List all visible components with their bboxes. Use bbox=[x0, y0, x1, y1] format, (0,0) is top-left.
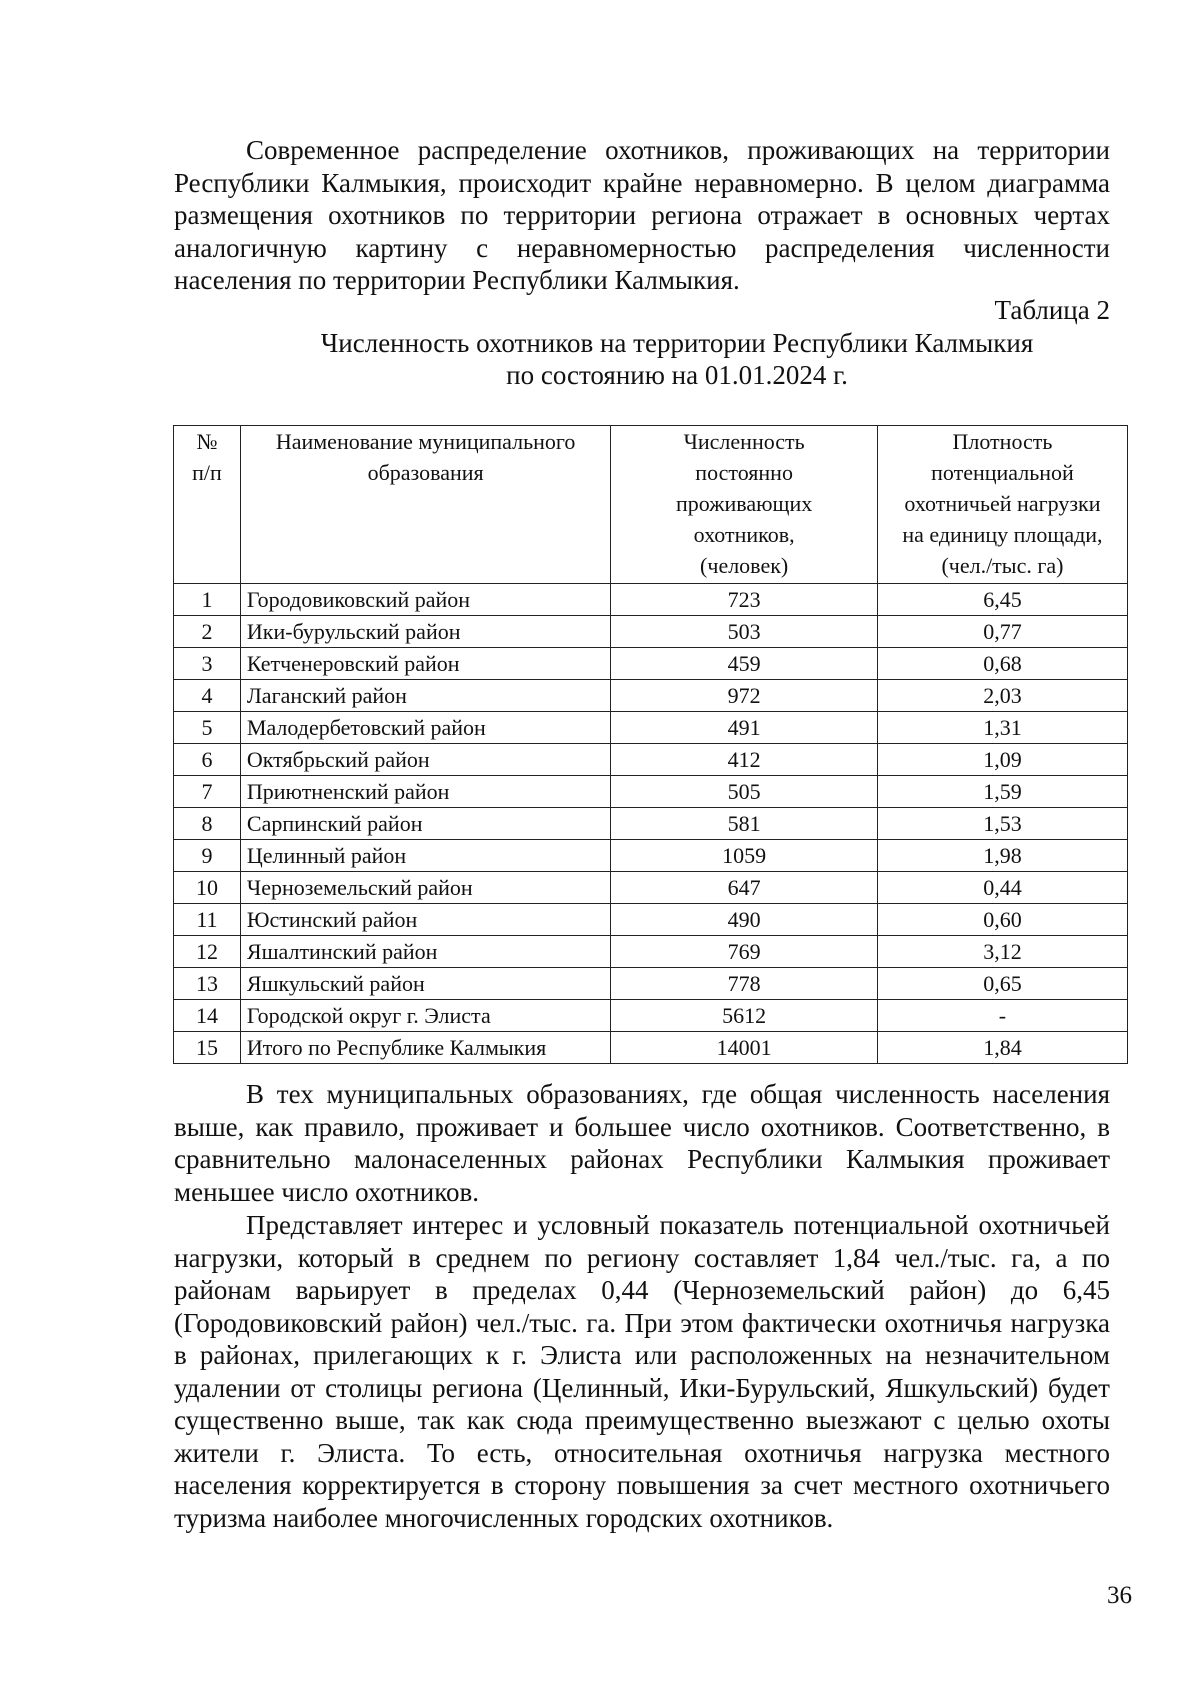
header-num: № п/п bbox=[174, 426, 241, 584]
table-row bbox=[174, 1032, 1128, 1064]
cell-num: 6 bbox=[174, 744, 241, 776]
table-row bbox=[174, 840, 1128, 872]
cell-density: 1,98 bbox=[877, 840, 1127, 872]
cell-count: 459 bbox=[611, 648, 878, 680]
cell-name: Малодербетовский район bbox=[240, 712, 610, 744]
table-row bbox=[174, 936, 1128, 968]
table-title-line-1: Численность охотников на территории Республики Калмыкия bbox=[320, 328, 1034, 358]
cell-count: 5612 bbox=[611, 1000, 878, 1032]
cell-num: 2 bbox=[174, 616, 241, 648]
table-row bbox=[174, 712, 1128, 744]
cell-density: 0,60 bbox=[877, 904, 1127, 936]
cell-count: 778 bbox=[611, 968, 878, 1000]
paragraph-after-table-1: В тех муниципальных образованиях, где общая численность населения выше, как правило, проживает и большее число охотников. Соответственно, в сравнительно малонаселенных районах Республики Калмыкия проживает меньшее число охотников. bbox=[174, 1079, 1110, 1207]
cell-density: 0,77 bbox=[877, 616, 1127, 648]
cell-num: 11 bbox=[174, 904, 241, 936]
table-row bbox=[174, 744, 1128, 776]
hunters-table bbox=[173, 425, 1128, 1064]
cell-num: 5 bbox=[174, 712, 241, 744]
cell-name: Сарпинский район bbox=[240, 808, 610, 840]
header-name: Наименование муниципального образования bbox=[240, 426, 610, 584]
cell-num: 12 bbox=[174, 936, 241, 968]
cell-count: 491 bbox=[611, 712, 878, 744]
table-row bbox=[174, 616, 1128, 648]
table-body bbox=[174, 584, 1128, 1064]
cell-name: Итого по Республике Калмыкия bbox=[240, 1032, 610, 1064]
cell-density: 1,84 bbox=[877, 1032, 1127, 1064]
cell-num: 4 bbox=[174, 680, 241, 712]
cell-count: 723 bbox=[611, 584, 878, 616]
cell-name: Лаганский район bbox=[240, 680, 610, 712]
page-number: 36 bbox=[1107, 1582, 1132, 1609]
table-row bbox=[174, 968, 1128, 1000]
cell-count: 412 bbox=[611, 744, 878, 776]
cell-count: 14001 bbox=[611, 1032, 878, 1064]
cell-num: 9 bbox=[174, 840, 241, 872]
table-row bbox=[174, 872, 1128, 904]
cell-density: 3,12 bbox=[877, 936, 1127, 968]
cell-density: 1,09 bbox=[877, 744, 1127, 776]
cell-num: 3 bbox=[174, 648, 241, 680]
cell-name: Черноземельский район bbox=[240, 872, 610, 904]
cell-density: 0,68 bbox=[877, 648, 1127, 680]
table-row bbox=[174, 584, 1128, 616]
table-title-line-2: по состоянию на 01.01.2024 г. bbox=[506, 360, 848, 390]
paragraph-after-table-2: Представляет интерес и условный показатель потенциальной охотничьей нагрузки, который в среднем по региону составляет 1,84 чел./тыс. га, а по районам варьирует в пределах 0,44 (Черноземельский район) до 6,45 (Городовиковский район) чел./тыс. га. При этом фактически охотничья нагрузка в районах, прилегающих к г. Элиста или расположенных на незначительном удалении от столицы региона (Целинный, Ики-Бурульский, Яшкульский) будет существенно выше, так как сюда преимущественно выезжают с целью охоты жители г. Элиста. То есть, относительная охотничья нагрузка местного населения корректируется в сторону повышения за счет местного охотничьего туризма наиболее многочисленных городских охотников. bbox=[174, 1210, 1110, 1533]
cell-count: 1059 bbox=[611, 840, 878, 872]
cell-name: Приютненский район bbox=[240, 776, 610, 808]
table-header-row bbox=[174, 426, 1128, 584]
table-title bbox=[174, 327, 1180, 391]
table-row bbox=[174, 776, 1128, 808]
cell-count: 647 bbox=[611, 872, 878, 904]
cell-name: Юстинский район bbox=[240, 904, 610, 936]
cell-density: 1,59 bbox=[877, 776, 1127, 808]
table-label: Таблица 2 bbox=[994, 295, 1110, 325]
cell-name: Городской округ г. Элиста bbox=[240, 1000, 610, 1032]
cell-name: Яшкульский район bbox=[240, 968, 610, 1000]
cell-density: 1,53 bbox=[877, 808, 1127, 840]
cell-count: 769 bbox=[611, 936, 878, 968]
cell-density: - bbox=[877, 1000, 1127, 1032]
cell-num: 7 bbox=[174, 776, 241, 808]
cell-name: Октябрьский район bbox=[240, 744, 610, 776]
cell-name: Ики-бурульский район bbox=[240, 616, 610, 648]
cell-count: 581 bbox=[611, 808, 878, 840]
cell-num: 1 bbox=[174, 584, 241, 616]
cell-num: 8 bbox=[174, 808, 241, 840]
cell-name: Городовиковский район bbox=[240, 584, 610, 616]
table-row bbox=[174, 1000, 1128, 1032]
cell-name: Яшалтинский район bbox=[240, 936, 610, 968]
table-row bbox=[174, 904, 1128, 936]
cell-name: Кетченеровский район bbox=[240, 648, 610, 680]
cell-count: 490 bbox=[611, 904, 878, 936]
cell-count: 503 bbox=[611, 616, 878, 648]
cell-density: 0,44 bbox=[877, 872, 1127, 904]
cell-density: 6,45 bbox=[877, 584, 1127, 616]
header-count: Численность постоянно проживающих охотников, (человек) bbox=[611, 426, 878, 584]
table-row bbox=[174, 680, 1128, 712]
cell-count: 972 bbox=[611, 680, 878, 712]
cell-count: 505 bbox=[611, 776, 878, 808]
cell-num: 10 bbox=[174, 872, 241, 904]
cell-density: 1,31 bbox=[877, 712, 1127, 744]
cell-name: Целинный район bbox=[240, 840, 610, 872]
table-row bbox=[174, 648, 1128, 680]
intro-paragraph: Современное распределение охотников, проживающих на территории Республики Калмыкия, происходит крайне неравномерно. В целом диаграмма размещения охотников по территории региона отражает в основных чертах аналогичную картину с неравномерностью распределения численности населения по территории Республики Калмыкия. bbox=[174, 135, 1110, 295]
cell-num: 13 bbox=[174, 968, 241, 1000]
header-density: Плотность потенциальной охотничьей нагрузки на единицу площади, (чел./тыс. га) bbox=[877, 426, 1127, 584]
cell-density: 2,03 bbox=[877, 680, 1127, 712]
table-row bbox=[174, 808, 1128, 840]
cell-num: 14 bbox=[174, 1000, 241, 1032]
cell-density: 0,65 bbox=[877, 968, 1127, 1000]
cell-num: 15 bbox=[174, 1032, 241, 1064]
